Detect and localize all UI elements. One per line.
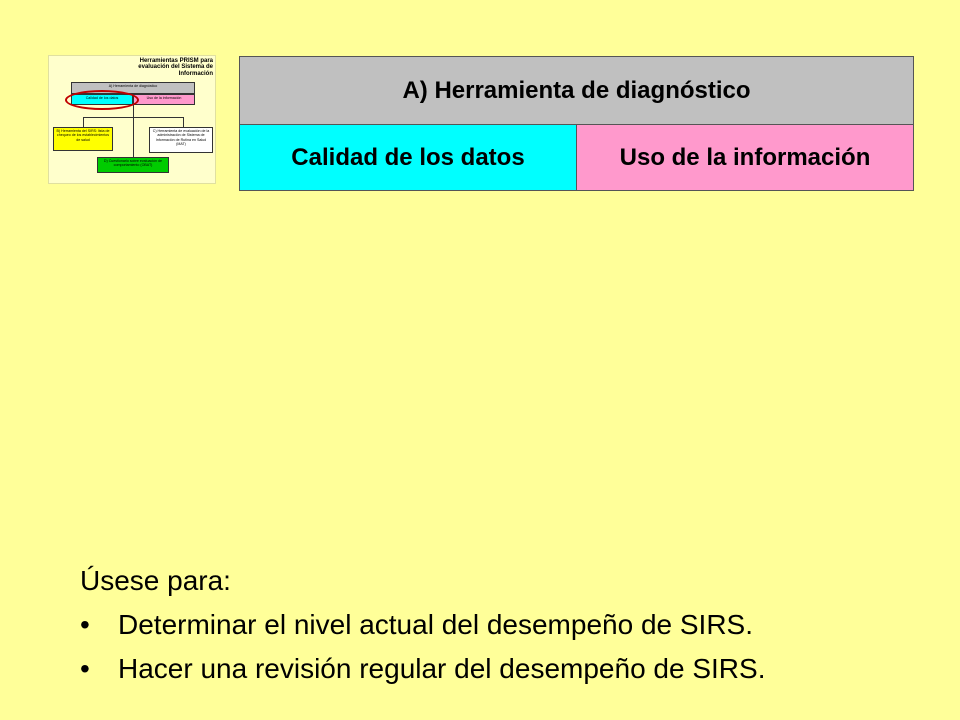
thumbnail-highlight-ring (65, 90, 139, 110)
thumbnail-box-b: B) Herramienta del SIRS: lista de chequeo de los establecimientos de salud (53, 127, 113, 151)
thumbnail-connector (183, 117, 184, 127)
bullet-icon: • (80, 609, 90, 640)
data-quality-cell: Calidad de los datos (240, 125, 577, 190)
thumbnail-box-c: C) Herramienta de evaluación de la administración de Sistema de Información de Rutina en Salud (MAT) (149, 127, 213, 153)
diagnostic-tool-table (239, 56, 914, 191)
usage-item-text: Hacer una revisión regular del desempeño de SIRS. (118, 653, 766, 684)
usage-list-item (80, 650, 940, 688)
usage-list-item (80, 606, 940, 644)
diagnostic-tool-header: A) Herramienta de diagnóstico (240, 57, 913, 125)
thumbnail-box-a: A) Herramienta de diagnóstico (71, 82, 195, 94)
usage-title: Úsese para: (80, 565, 231, 596)
thumbnail-box-d: D) Cuestionario sobre evaluación de comportamiento (OBAT) (97, 157, 169, 173)
thumbnail-box-a-right: Uso de la información (133, 94, 195, 105)
information-use-cell: Uso de la información (577, 125, 913, 190)
bullet-icon: • (80, 653, 90, 684)
thumbnail-title: Herramientas PRISM para evaluación del Sistema de Información (138, 58, 213, 77)
thumbnail-connector (83, 117, 84, 127)
prism-diagram-thumbnail (48, 55, 216, 184)
usage-item-text: Determinar el nivel actual del desempeño de SIRS. (118, 609, 754, 640)
thumbnail-connector (133, 105, 134, 117)
thumbnail-connector (133, 117, 134, 157)
usage-section (80, 562, 940, 694)
thumbnail-box-a-left: Calidad de los datos (71, 94, 133, 105)
